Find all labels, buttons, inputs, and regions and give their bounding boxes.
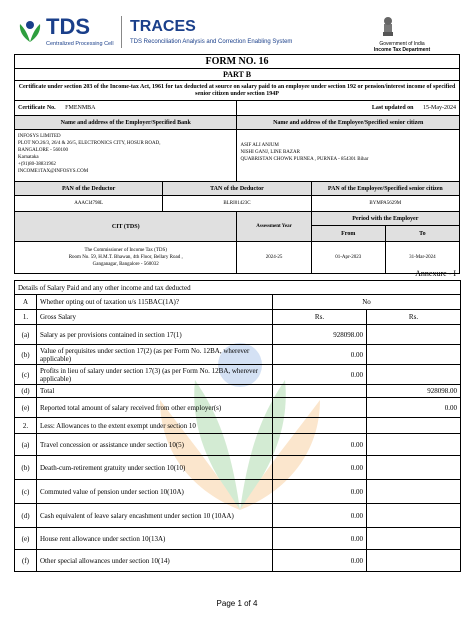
employee-header: Name and address of the Employee/Specified senior citizen xyxy=(237,116,460,130)
employer-address xyxy=(15,130,237,182)
row-value-2 xyxy=(367,504,461,528)
cit-line: Ganganagar, Bangalore - 560032 xyxy=(92,262,159,267)
tan-deductor-label: TAN of the Deductor xyxy=(163,182,311,196)
row-desc: Cash equivalent of leave salary encashment under section 10 (10AA) xyxy=(37,504,273,528)
row-desc: Gross Salary xyxy=(37,310,273,325)
certificate-text: Certificate under section 203 of the Income-tax Act, 1961 for tax deducted at source on salary paid to an employee under section 192 or pension/interest income of specified senior citizen under section 194P xyxy=(15,81,460,101)
details-title: Details of Salary Paid and any other income and tax deducted xyxy=(15,281,461,295)
row-desc: Profits in lieu of salary under section 17(3) (as per Form No. 12BA, wherever applicable) xyxy=(37,365,273,385)
employee-line: NISHI GANJ, LINE BAZAR xyxy=(240,150,300,155)
row-value-2 xyxy=(367,418,461,434)
row-desc: Travel concession or assistance under section 10(5) xyxy=(37,434,273,456)
row-value-1: 0.00 xyxy=(273,504,367,528)
table-row xyxy=(15,480,461,504)
row-num: (a) xyxy=(15,325,37,345)
employer-line: Karnataka xyxy=(18,155,39,160)
pan-deductor-value: AAACI4798L xyxy=(15,196,163,212)
page-number: Page 1 of 4 xyxy=(216,599,258,608)
table-row xyxy=(15,504,461,528)
form-16-section xyxy=(14,54,460,274)
form-title: FORM NO. 16 xyxy=(15,55,460,69)
table-row xyxy=(15,385,461,398)
row-value-1: 0.00 xyxy=(273,480,367,504)
page-header xyxy=(14,14,460,54)
row-desc: Value of perquisites under section 17(2) (as per Form No. 12BA, wherever applicable) xyxy=(37,345,273,365)
to-value: 31-Mar-2024 xyxy=(385,242,459,274)
to-label: To xyxy=(385,226,459,242)
row-value-1 xyxy=(273,398,367,418)
certificate-no-cell xyxy=(15,101,237,116)
cit-line: The Commissioner of Income Tax (TDS) xyxy=(84,248,167,253)
row-desc: Other special allowances under section 10(14) xyxy=(37,550,273,572)
row-value-2 xyxy=(367,528,461,550)
row-num: A xyxy=(15,295,37,310)
row-num: (e) xyxy=(15,528,37,550)
row-value-1: 0.00 xyxy=(273,365,367,385)
table-row xyxy=(15,365,461,385)
row-num: (b) xyxy=(15,345,37,365)
row-num: (d) xyxy=(15,504,37,528)
row-value-2 xyxy=(367,434,461,456)
row-value-1: 0.00 xyxy=(273,434,367,456)
header-divider xyxy=(121,16,122,48)
salary-table xyxy=(14,280,461,572)
row-value-1 xyxy=(273,418,367,434)
pan-employee-label: PAN of the Employee/Specified senior citizen xyxy=(311,182,459,196)
table-row xyxy=(15,325,461,345)
row-desc: Commuted value of pension under section 10(10A) xyxy=(37,480,273,504)
row-value-2 xyxy=(367,345,461,365)
col-rs: Rs. xyxy=(367,310,461,325)
table-row xyxy=(15,295,461,310)
row-value-1: 0.00 xyxy=(273,550,367,572)
employee-address xyxy=(237,130,460,182)
table-row xyxy=(15,398,461,418)
tds-logo-text: TDS xyxy=(46,14,90,39)
traces-title: TRACES xyxy=(130,18,196,35)
table-row xyxy=(15,550,461,572)
table-row xyxy=(15,528,461,550)
employee-line: ASIF ALI ANJUM xyxy=(240,143,279,148)
traces-subtitle: TDS Reconciliation Analysis and Correction Enabling System xyxy=(130,39,293,45)
row-num: (d) xyxy=(15,385,37,398)
gov-line2: Income Tax Department xyxy=(373,47,431,53)
row-num: (f) xyxy=(15,550,37,572)
employer-line: PLOT NO.26/3, 26/4 & 26/5, ELECTRONICS CITY, HOSUR ROAD, xyxy=(18,141,161,146)
cit-line: Room No. 59, H.M.T. Bhawan, 4th Floor, Bellary Road , xyxy=(68,255,183,260)
row-num: (e) xyxy=(15,398,37,418)
pan-deductor-label: PAN of the Deductor xyxy=(15,182,163,196)
row-num: 2. xyxy=(15,418,37,434)
last-updated-value: 15-May-2024 xyxy=(423,105,456,111)
table-row xyxy=(15,310,461,325)
from-value: 01-Apr-2023 xyxy=(311,242,385,274)
last-updated-cell xyxy=(237,101,460,116)
row-desc: Less: Allowances to the extent exempt under section 10 xyxy=(37,418,273,434)
gov-line1: Government of India xyxy=(379,41,425,47)
row-value-2: 928098.00 xyxy=(367,385,461,398)
from-label: From xyxy=(311,226,385,242)
row-value-2 xyxy=(367,550,461,572)
row-num: (c) xyxy=(15,480,37,504)
employer-line: +(91)80-38831962 xyxy=(18,162,56,167)
cert-no-label: Certificate No. xyxy=(18,105,56,111)
row-value-2: 0.00 xyxy=(367,398,461,418)
cert-no-value: FMENMBA xyxy=(65,105,96,111)
period-label: Period with the Employer xyxy=(311,212,459,226)
row-num: (a) xyxy=(15,434,37,456)
col-rs: Rs. xyxy=(273,310,367,325)
table-row xyxy=(15,456,461,480)
row-value-1 xyxy=(273,385,367,398)
tds-subtitle: Centralized Processing Cell xyxy=(46,41,114,47)
row-desc: Death-cum-retirement gratuity under section 10(10) xyxy=(37,456,273,480)
row-desc: House rent allowance under section 10(13A) xyxy=(37,528,273,550)
employer-header: Name and address of the Employer/Specified Bank xyxy=(15,116,237,130)
pan-employee-value: BYMPA5629M xyxy=(311,196,459,212)
table-row xyxy=(15,418,461,434)
row-value-1: 0.00 xyxy=(273,528,367,550)
row-value: No xyxy=(273,295,461,310)
cit-address xyxy=(15,242,237,274)
employer-line: INFOSYS LIMITED xyxy=(18,134,61,139)
table-row xyxy=(15,434,461,456)
row-desc: Whether opting out of taxation u/s 115BAC(1A)? xyxy=(37,295,273,310)
row-num: 1. xyxy=(15,310,37,325)
row-desc: Salary as per provisions contained in section 17(1) xyxy=(37,325,273,345)
annexure-label: Annexure - I xyxy=(415,269,456,278)
tan-deductor-value: BLRI01423C xyxy=(163,196,311,212)
row-value-1: 0.00 xyxy=(273,345,367,365)
cit-label: CIT (TDS) xyxy=(15,212,237,242)
assessment-year-label: Assessment Year xyxy=(237,212,311,242)
employer-line: INCOME1TAX@INFOSYS.COM xyxy=(18,169,89,174)
employer-line: BANGALORE - 560100 xyxy=(18,148,68,153)
row-value-2 xyxy=(367,456,461,480)
assessment-year-value: 2024-25 xyxy=(237,242,311,274)
row-value-2 xyxy=(367,325,461,345)
last-updated-label: Last updated on xyxy=(371,105,414,111)
emblem-icon xyxy=(380,14,396,38)
row-value-2 xyxy=(367,480,461,504)
row-value-2 xyxy=(367,365,461,385)
row-value-1: 0.00 xyxy=(273,456,367,480)
row-value-1: 928098.00 xyxy=(273,325,367,345)
employee-line: QUABRISTAN CHOWK PURNEA , PURNEA - 854301 Bihar xyxy=(240,157,369,162)
row-num: (c) xyxy=(15,365,37,385)
part-title: PART B xyxy=(15,69,460,81)
tds-logo-icon xyxy=(16,18,44,44)
row-desc: Total xyxy=(37,385,273,398)
row-desc: Reported total amount of salary received from other employer(s) xyxy=(37,398,273,418)
row-num: (b) xyxy=(15,456,37,480)
annexure-section xyxy=(14,280,460,572)
table-row xyxy=(15,345,461,365)
